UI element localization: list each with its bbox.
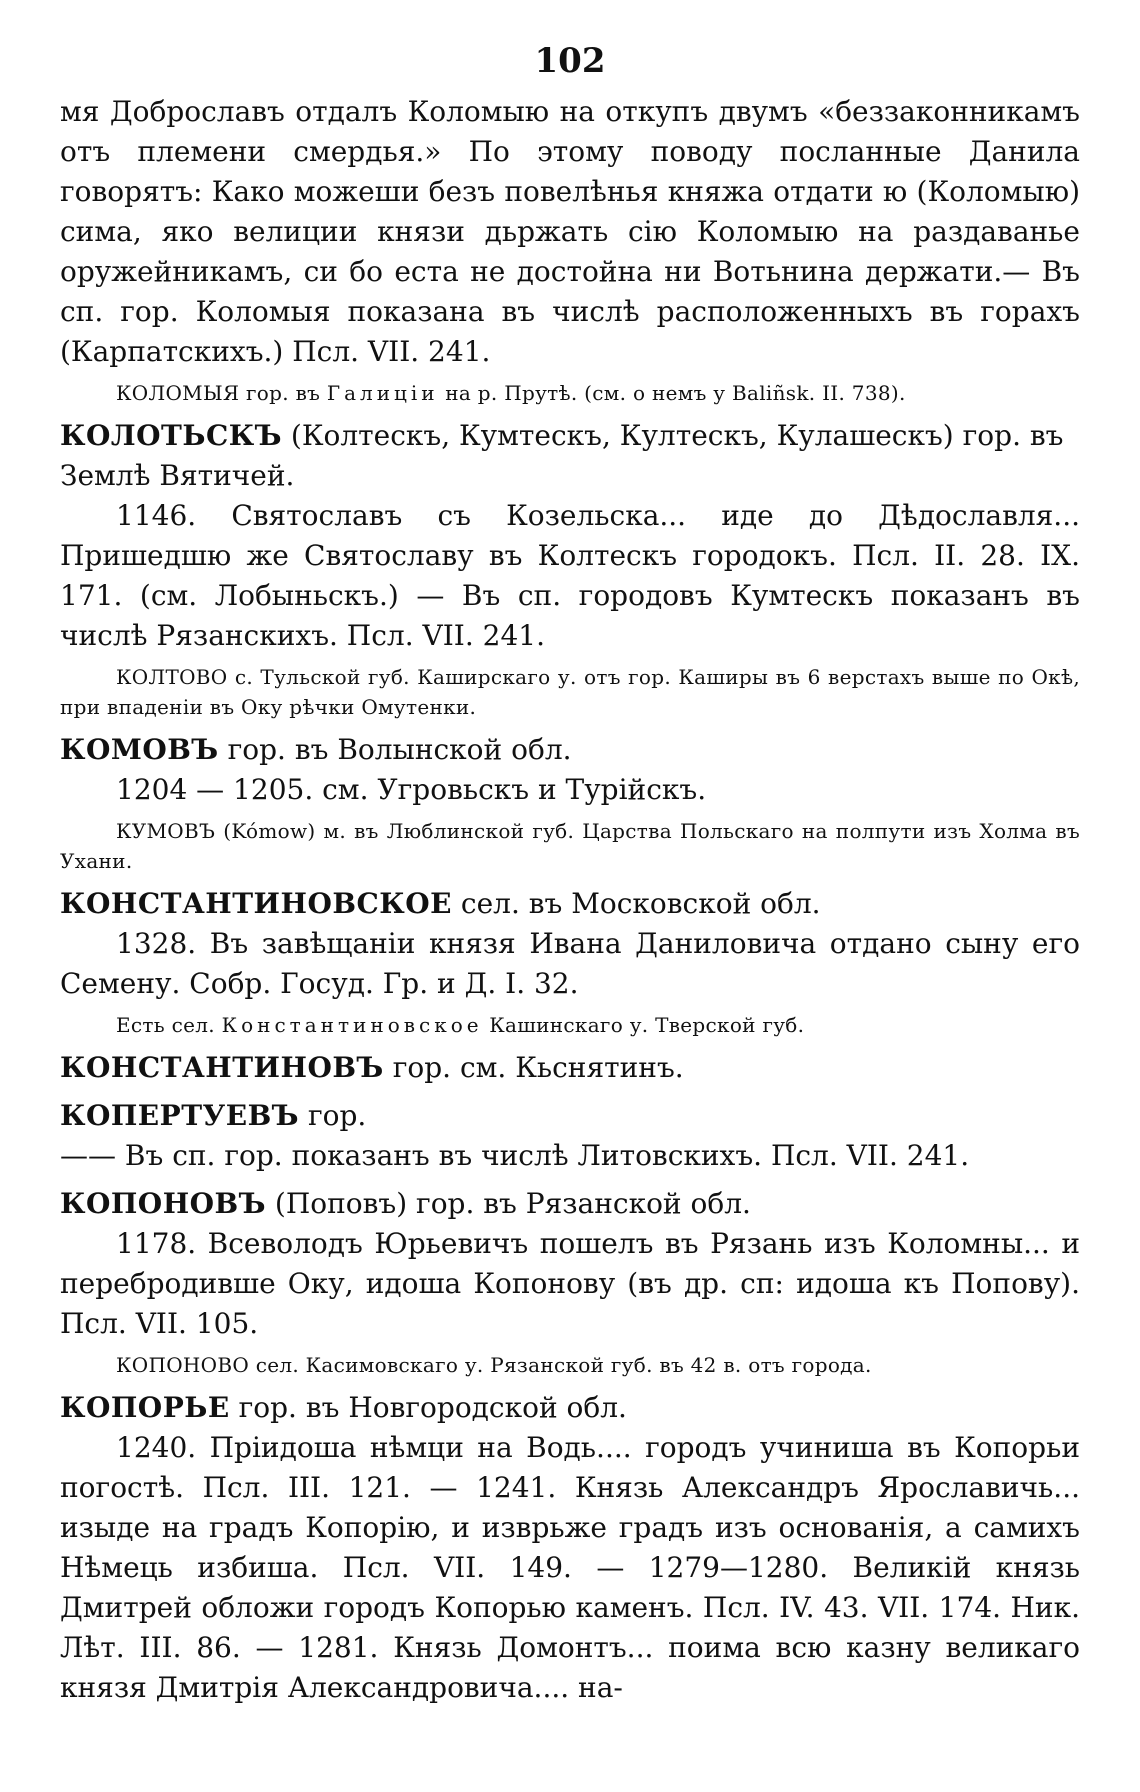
- headword: КОПОНОВЪ: [60, 1187, 266, 1220]
- entry-note: КОЛТОВО с. Тульской губ. Каширскаго у. отъ гор. Каширы въ 6 верстахъ выше по Окѣ, при впаденіи въ Оку рѣчки Омутенки.: [60, 665, 1080, 719]
- note-part: КОЛОМЫЯ гор. въ: [116, 381, 321, 405]
- headword: КОПОРЬЕ: [60, 1391, 230, 1424]
- heading-rest: гор. въ Волынской обл.: [218, 733, 572, 766]
- entry-note: КУМОВЪ (Kómow) м. въ Люблинской губ. Царства Польскаго на полпути изъ Холма въ Ухани.: [60, 819, 1080, 873]
- note-spaced: Константиновское: [221, 1013, 483, 1037]
- entry-heading-kolotsk: [60, 416, 1080, 496]
- heading-rest: сел. въ Московской обл.: [452, 887, 821, 920]
- headword: КОНСТАНТИНОВЪ: [60, 1051, 384, 1084]
- footnote-kolomyya: [60, 378, 1080, 408]
- heading-rest: (Поповъ) гор. въ Рязанской обл.: [266, 1187, 751, 1220]
- entry-heading-konstantinov: [60, 1048, 1080, 1088]
- continuation-paragraph: мя Доброславъ отдалъ Коломыю на откупъ двумъ «беззаконникамъ отъ племени смердья.» По этому поводу посланные Данила говорятъ: Како можеши безъ повелѣнья княжа отдати ю (Коломыю) сима, яко велиции князи дьржать сію Коломыю на раздаванье оружейникамъ, си бо еста не достойна ни Вотьнина держати.— Въ сп. гор. Коломыя показана въ числѣ расположенныхъ въ горахъ (Карпатскихъ.) Псл. VII. 241.: [60, 95, 1080, 368]
- headword: КОМОВЪ: [60, 733, 219, 766]
- note-spaced: Галиціи: [326, 381, 439, 405]
- entry-heading-kopertuev: [60, 1096, 1080, 1136]
- headword: КОЛОТЬСКЪ: [60, 419, 282, 452]
- headword: КОНСТАНТИНОВСКОЕ: [60, 887, 452, 920]
- entry-body: 1240. Пріидоша нѣмци на Водь.... городъ учиниша въ Копорьи погостѣ. Псл. III. 121. — 1241. Князь Александръ Ярославичь... изыде на градъ Копорію, и изврьже градъ изъ основанія, а самихъ Нѣмець избиша. Псл. VII. 149. — 1279—1280. Великій князь Дмитрей обложи городъ Копорью каменъ. Псл. IV. 43. VII. 174. Ник. Лѣт. III. 86. — 1281. Князь Домонтъ... поима всю казну великаго князя Дмитрія Александровича.... на-: [60, 1431, 1080, 1704]
- entry-heading-koponov: [60, 1184, 1080, 1224]
- note-part: Есть сел.: [116, 1013, 215, 1037]
- entry-heading-komov: [60, 730, 1080, 770]
- entry-body: 1204 — 1205. см. Угровьскъ и Турійскъ.: [116, 773, 707, 806]
- heading-rest: гор.: [299, 1099, 367, 1132]
- headword: КОПЕРТУЕВЪ: [60, 1099, 300, 1132]
- entry-body: —— Въ сп. гор. показанъ въ числѣ Литовскихъ. Псл. VII. 241.: [60, 1139, 970, 1172]
- page-number: 102: [534, 41, 606, 81]
- entry-body: 1178. Всеволодъ Юрьевичъ пошелъ въ Рязань изъ Коломны... и перебродивше Оку, идоша Копонову (въ др. сп: идоша къ Попову). Псл. VII. 105.: [60, 1227, 1080, 1340]
- entry-heading-koporye: [60, 1388, 1080, 1428]
- entry-note: КОПОНОВО сел. Касимовскаго у. Рязанской губ. въ 42 в. отъ города.: [116, 1353, 872, 1377]
- entry-note: [60, 1010, 1080, 1040]
- heading-rest: гор. см. Кьснятинъ.: [383, 1051, 684, 1084]
- entry-body: 1328. Въ завѣщаніи князя Ивана Даниловича отдано сыну его Семену. Собр. Госуд. Гр. и Д. I. 32.: [60, 927, 1080, 1000]
- heading-rest: гор. въ Новгородской обл.: [229, 1391, 627, 1424]
- entry-body: 1146. Святославъ съ Козельска... иде до Дѣдославля... Пришедшю же Святославу въ Колтескъ городокъ. Псл. II. 28. IX. 171. (см. Лобыньскъ.) — Въ сп. городовъ Кумтескъ показанъ въ числѣ Рязанскихъ. Псл. VII. 241.: [60, 499, 1080, 652]
- entry-heading-konstantinovskoe: [60, 884, 1080, 924]
- heading-rest: (Колтескъ, Кумтескъ, Култескъ, Кулашескъ) гор. въ Землѣ Вятичей.: [60, 419, 1064, 492]
- note-part: Кашинскаго у. Тверской губ.: [489, 1013, 805, 1037]
- note-part: на р. Прутѣ. (см. о немъ у Baliñsk. II. 738).: [445, 381, 906, 405]
